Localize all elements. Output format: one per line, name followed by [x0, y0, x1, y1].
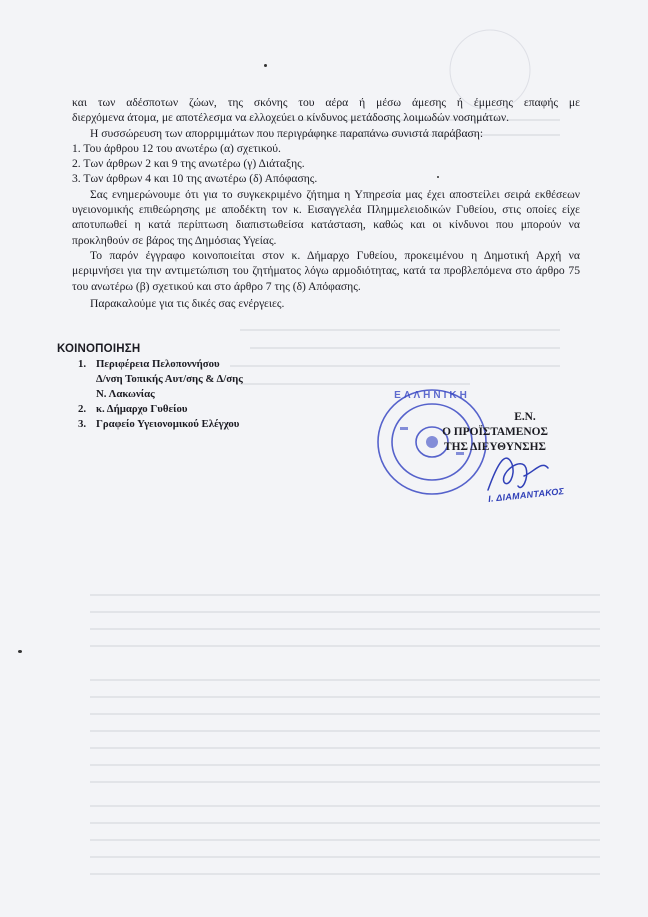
list-number: 3. [78, 418, 87, 430]
notify-paragraph: Το παρόν έγγραφο κοινοποιείται στον κ. Δήμαρχο Γυθείου, προκειμένου η Δημοτική Αρχή να μεριμνήσει για την αντιμετώπιση του ζητήματος λόγω αρμοδιότητας, κατά τα προβλεπόμενα στο άρθρο 75 του ανωτέρω (β) σχετικού και στο άρθρο 7 της (δ) Απόφασης. [72, 248, 580, 293]
violation-item-2: 2. Των άρθρων 2 και 9 της ανωτέρω (γ) Διάταξης. [72, 157, 305, 171]
violation-paragraph: Η συσσώρευση των απορριμμάτων που περιγράφηκε παραπάνω συνιστά παράβαση: [90, 126, 484, 140]
speck [264, 64, 267, 67]
signature-title: Ο ΠΡΟΪΣΤΑΜΕΝΟΣ [442, 426, 548, 438]
kinopoiisi-item [78, 357, 243, 402]
recipient-name: κ. Δήμαρχο Γυθείου [96, 403, 188, 415]
inform-paragraph: Σας ενημερώνουμε ότι για το συγκεκριμένο ζήτημα η Υπηρεσία μας έχει αποστείλει σειρά εκθέσεων υγειονομικής επιθεώρησης με αποδέκτη τον κ. Εισαγγελέα Πλημμελειοδικών Γυθείου, στις οποίες είχε αποτυπωθεί η κατά περίπτωση διαπιστωθείσα κατάσταση, καθώς και οι κίνδυνοι που μπορούν να προκληθούν σε βάρος της Δημόσιας Υγείας. [72, 187, 580, 247]
speck [18, 650, 22, 653]
violation-item-1: 1. Του άρθρου 12 του ανωτέρω (α) σχετικού. [72, 141, 281, 155]
intro-line-1: και των αδέσποτων ζώων, της σκόνης του αέρα ή μέσω άμεσης ή έμμεσης επαφής με [72, 96, 580, 109]
kinopoiisi-heading: ΚΟΙΝΟΠΟΙΗΣΗ [57, 343, 141, 355]
signature-block [420, 410, 570, 455]
kinopoiisi-item [78, 402, 243, 417]
closing-paragraph: Παρακαλούμε για τις δικές σας ενέργειες. [90, 296, 285, 310]
list-number: 1. [78, 358, 87, 370]
intro-line-2: διερχόμενα άτομα, με αποτέλεσμα να ελλοχεύει ο κίνδυνος μετάδοσης λοιμωδών νοσημάτων. [72, 111, 509, 125]
signature-department: ΤΗΣ ΔΙΕΥΘΥΝΣΗΣ [444, 441, 546, 453]
letter-body [72, 95, 580, 311]
kinopoiisi-item [78, 417, 243, 432]
violation-item-3: 3. Των άρθρων 4 και 10 της ανωτέρω (δ) Απόφασης. [72, 172, 318, 186]
stamp-name: Ι. ΔΙΑΜΑΝΤΑΚΟΣ [487, 486, 565, 504]
kinopoiisi-list [78, 357, 243, 432]
recipient-name: Γραφείο Υγειονομικού Ελέγχου [96, 418, 240, 430]
signature-line-en: Ε.Ν. [514, 411, 536, 423]
recipient-detail: Δ/νση Τοπικής Αυτ/σης & Δ/σης [96, 373, 243, 385]
recipient-detail: Ν. Λακωνίας [96, 388, 155, 400]
recipient-name: Περιφέρεια Πελοποννήσου [96, 358, 220, 370]
svg-text:ΕΛΛΗΝΙΚΗ: ΕΛΛΗΝΙΚΗ [394, 390, 470, 401]
list-number: 2. [78, 403, 87, 415]
